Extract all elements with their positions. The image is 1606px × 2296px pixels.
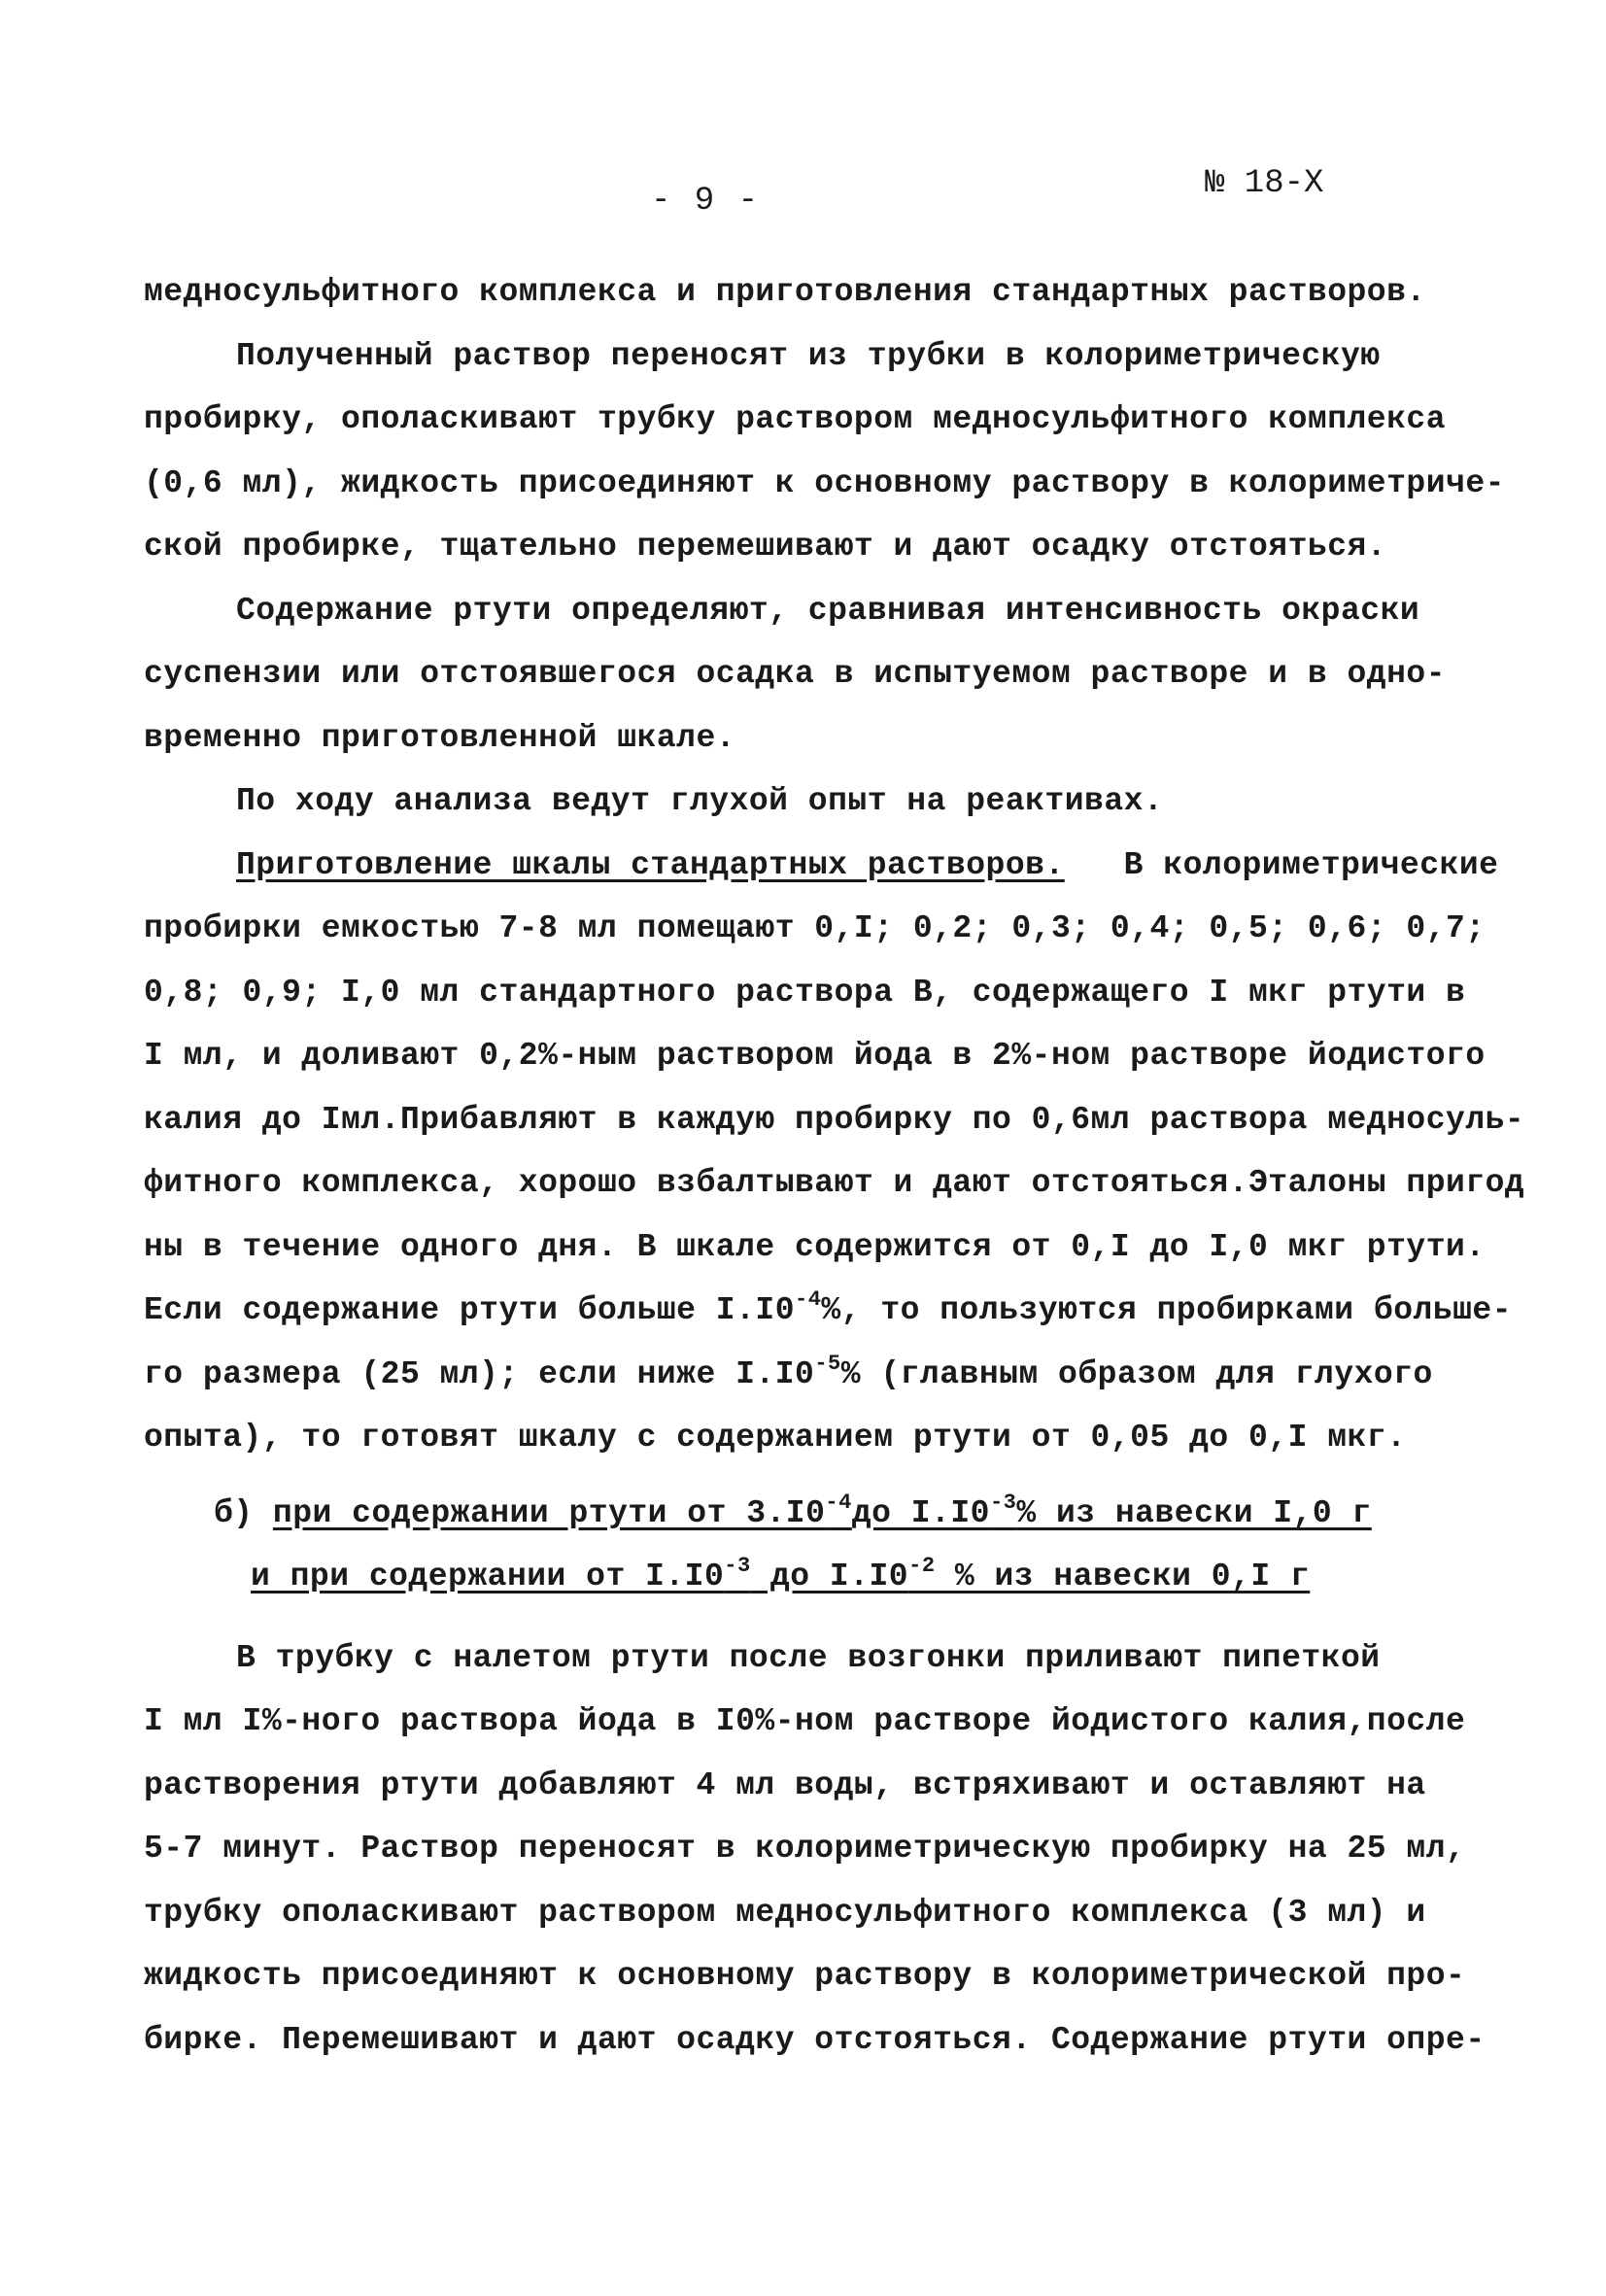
text-line xyxy=(144,1279,1513,1343)
section-heading: Приготовление шкалы стандартных растворов. xyxy=(236,846,1065,883)
text-line: растворения ртути добавляют 4 мл воды, встряхивают и оставляют на xyxy=(144,1766,1426,1803)
text-line: ны в течение одного дня. В шкале содержится от 0,I до I,0 мкг ртути. xyxy=(144,1228,1486,1265)
document-code: № 18-X xyxy=(1205,165,1324,202)
text-fragment: %, то пользуются пробирками больше- xyxy=(821,1292,1513,1328)
text-fragment: го размера (25 мл); если ниже I.I0 xyxy=(144,1355,815,1392)
subsection-heading: при содержании ртути от $3.I0^{-4}до$ $I.I0^{-3}\%$ из навески I,0 г xyxy=(272,1490,1372,1531)
subsection-marker: б) xyxy=(214,1494,273,1531)
text-line: опыта), то готовят шкалу с содержанием ртути от 0,05 до 0,I мкг. xyxy=(144,1420,1407,1456)
text-line: I мл I%-ного раствора йода в I0%-ном растворе йодистого калия,после xyxy=(144,1703,1466,1739)
subsection-heading-line xyxy=(144,1545,1485,1609)
text-line: ской пробирке, тщательно перемешивают и дают осадку отстояться. xyxy=(144,529,1387,565)
page-number: - 9 - xyxy=(651,183,761,220)
text-line: В трубку с налетом ртути после возгонки приливают пипеткой xyxy=(236,1639,1381,1676)
text-line: I мл, и доливают 0,2%-ным раствором йода в 2%-ном растворе йодистого xyxy=(144,1038,1486,1074)
text-line: (0,6 мл), жидкость присоединяют к основному раствору в колориметриче- xyxy=(144,464,1505,501)
text-line: жидкость присоединяют к основному раствору в колориметрической про- xyxy=(144,1958,1466,1994)
text-line xyxy=(144,1343,1485,1407)
section-heading-line xyxy=(144,834,1499,898)
text-line: Полученный раствор переносят из трубки в колориметрическую xyxy=(236,337,1381,374)
text-line: 0,8; 0,9; I,0 мл стандартного раствора В, содержащего I мкг ртути в xyxy=(144,974,1466,1011)
body-text xyxy=(144,260,1525,2072)
text-fragment: Если содержание ртути больше I.I0 xyxy=(144,1292,796,1328)
text-line: 5-7 минут. Раствор переносят в колориметрическую пробирку на 25 мл, xyxy=(144,1831,1466,1867)
subsection-heading: и при содержании от $I.I0^{-3}$ до $I.I0^{-2}$ % из навески 0,I г xyxy=(251,1554,1311,1594)
exponent: -5 xyxy=(814,1351,841,1376)
text-line: временно приготовленной шкале. xyxy=(144,719,736,756)
text-line: суспензии или отстоявшегося осадка в испытуемом растворе и в одно- xyxy=(144,656,1447,692)
exponent: -4 xyxy=(795,1287,822,1312)
text-line: пробирку, ополаскивают трубку раствором медносульфитного комплекса xyxy=(144,401,1447,437)
text-fragment: % (главным образом для глухого xyxy=(840,1355,1433,1392)
text-line: фитного комплекса, хорошо взбалтывают и дают отстояться.Эталоны пригод xyxy=(144,1165,1525,1201)
subsection-heading-line xyxy=(144,1482,1485,1546)
text-line: калия до Iмл.Прибавляют в каждую пробирку по 0,6мл раствора медносуль- xyxy=(144,1101,1525,1138)
text-line: пробирки емкостью 7-8 мл помещают 0,I; 0,2; 0,3; 0,4; 0,5; 0,6; 0,7; xyxy=(144,910,1486,946)
text-line: По ходу анализа ведут глухой опыт на реактивах. xyxy=(236,783,1164,819)
text-line: трубку ополаскивают раствором медносульфитного комплекса (3 мл) и xyxy=(144,1894,1426,1931)
text-line: бирке. Перемешивают и дают осадку отстояться. Содержание ртути опре- xyxy=(144,2021,1486,2058)
text-line: Содержание ртути определяют, сравнивая интенсивность окраски xyxy=(236,592,1420,629)
text-fragment: В колориметрические xyxy=(1123,846,1499,883)
text-line: медносульфитного комплекса и приготовления стандартных растворов. xyxy=(144,274,1426,310)
